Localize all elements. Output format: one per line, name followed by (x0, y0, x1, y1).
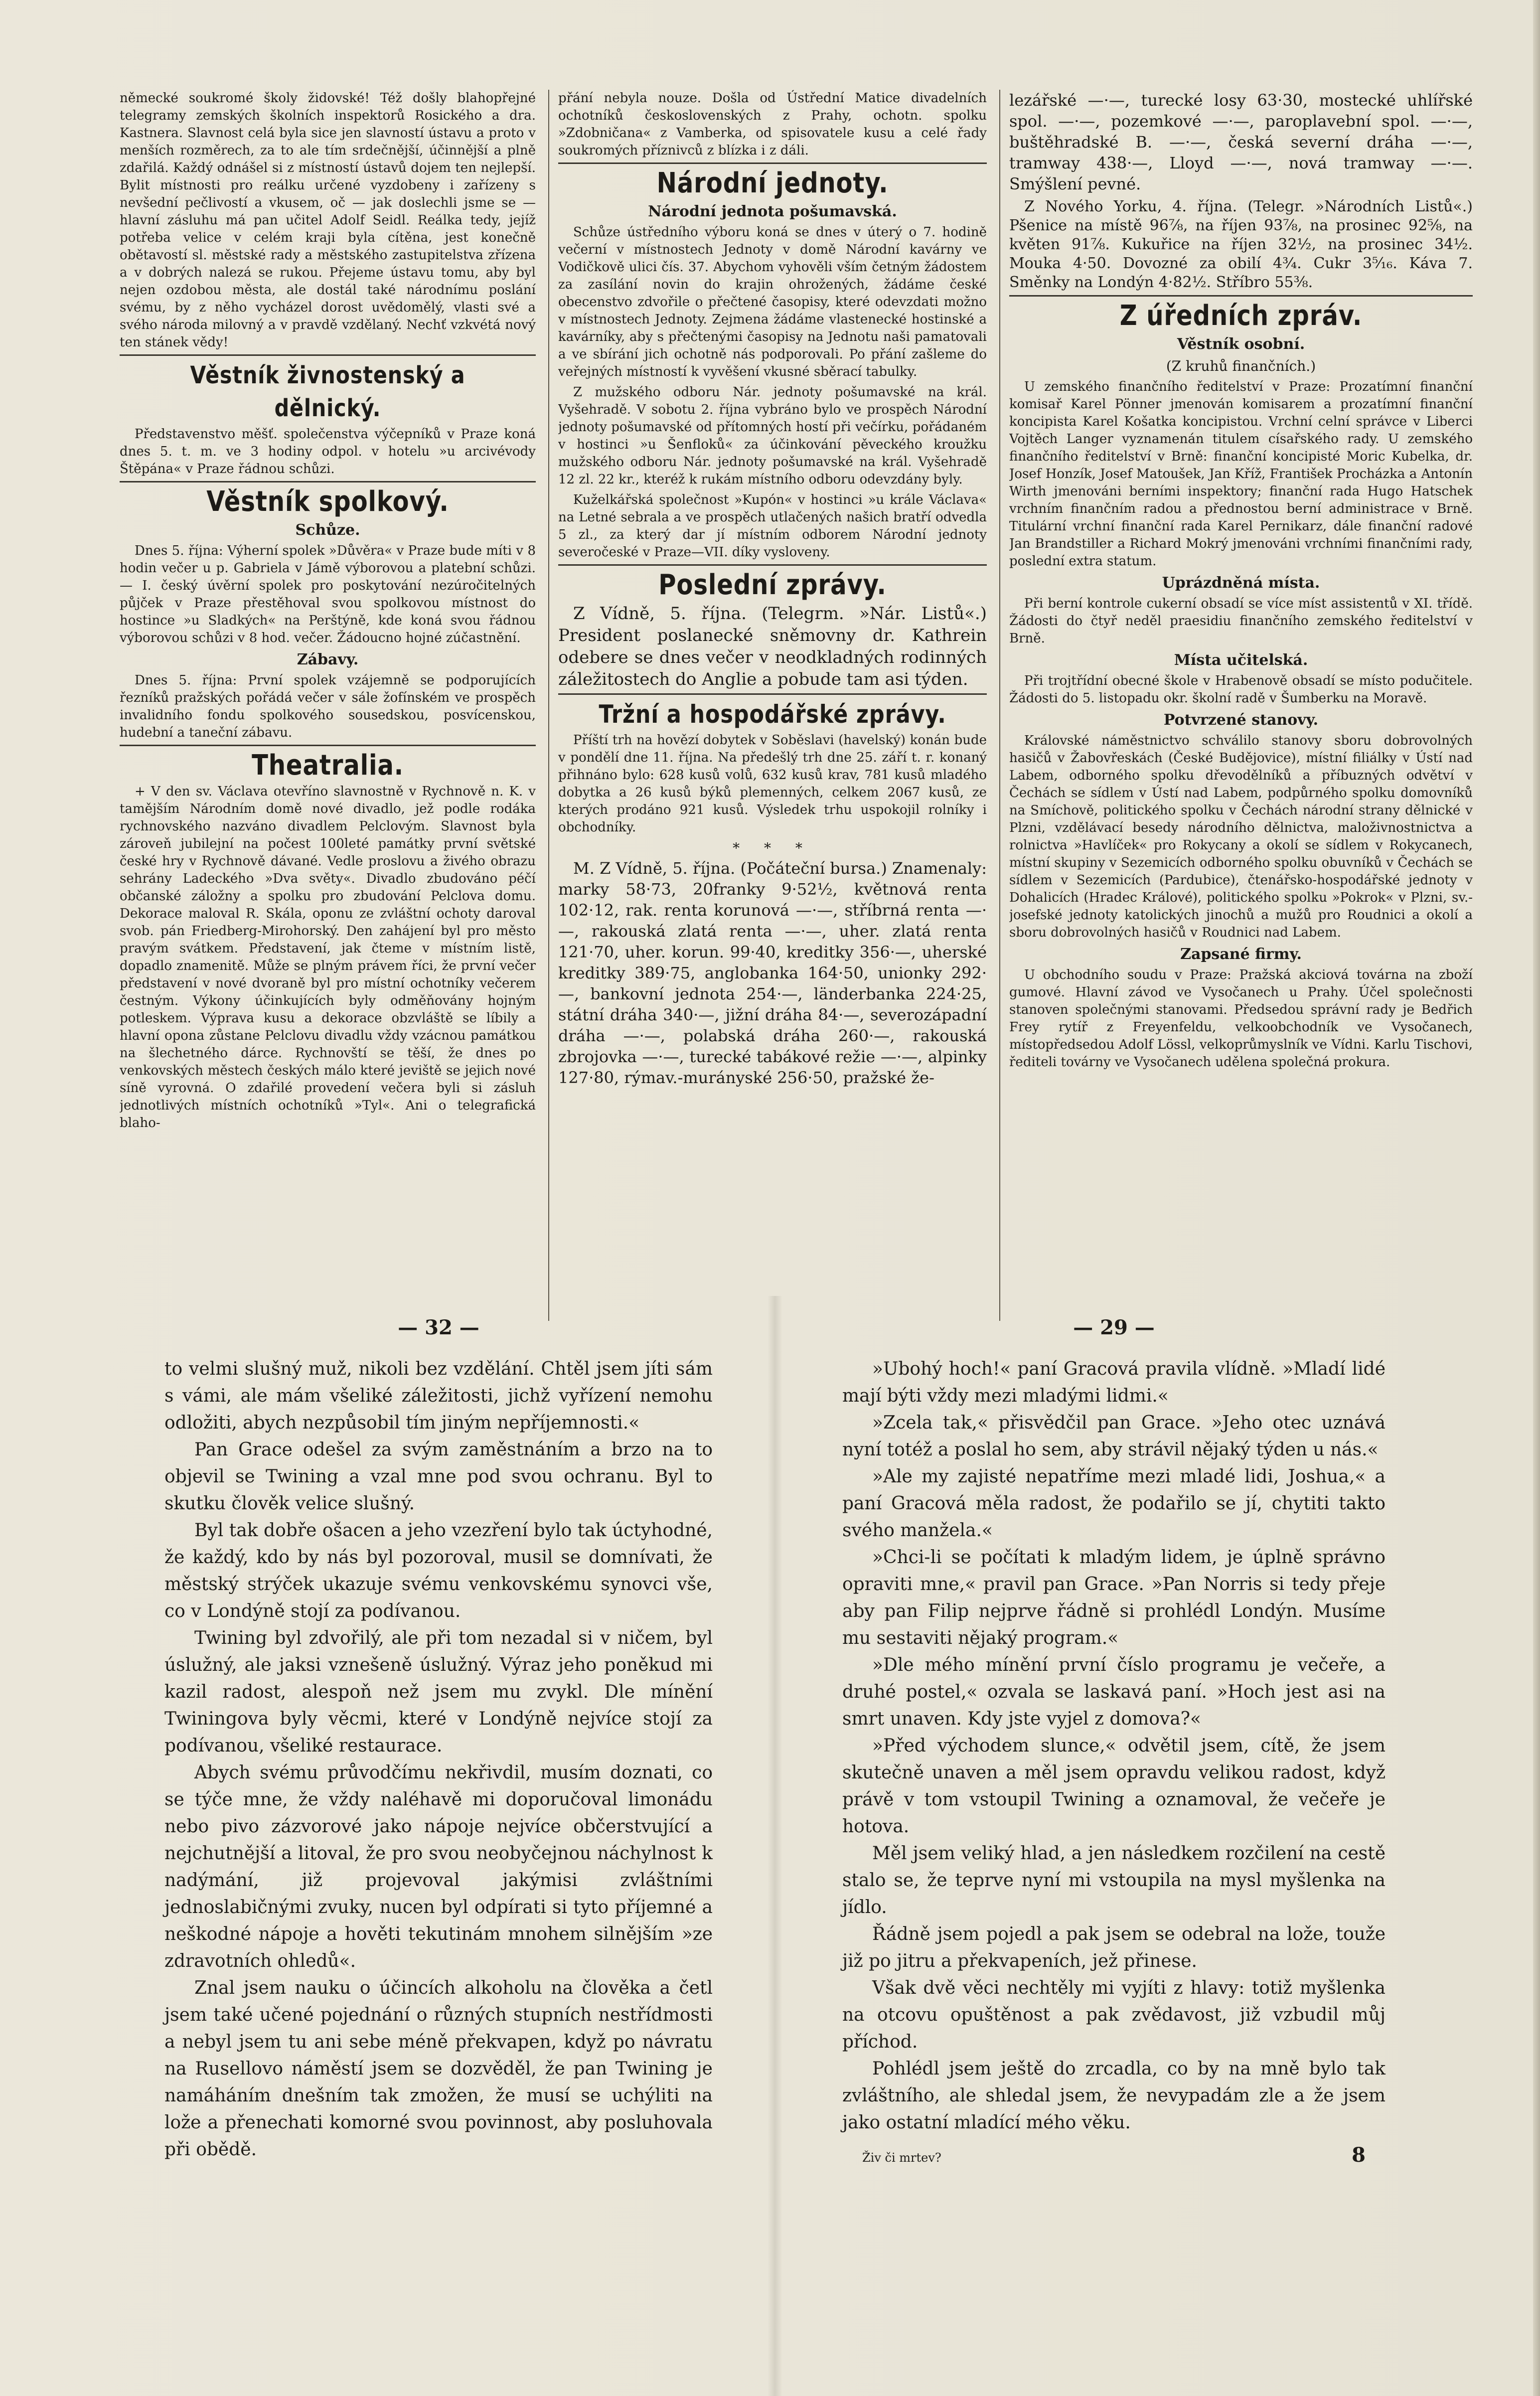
paragraph: Twining byl zdvořilý, ale při tom nezadal si v ničem, byl úslužný, ale jaksi vznešeně úslužný. Výraz jeho poněkud mi kazil radost, alespoň než jsem mu zvykl. Dle mínění Twiningova byly věcmi, které v Londýně nejvíce stojí za podívanou, všeliké restaurace. (164, 1628, 713, 1756)
newspaper-clipping (120, 90, 1485, 1321)
article-text: Při berní kontrole cukerní obsadí se více míst assistentů v XI. třídě. Žádosti do čtyř neděl praesidiu finančního zemského ředitelství v Brně. (1009, 596, 1473, 646)
paragraph: »Ubohý hoch!« paní Gracová pravila vlídně. »Mladí lidé mají býti vždy mezi mladými lidmi.« (842, 1359, 1386, 1406)
article-text: Královské náměstnictvo schválilo stanovy sboru dobrovolných hasičů v Žabovřeskách (České Budějovice), místní filiálky v Ústí nad Labem, odborného spolku dřevodělníků a příbuzných odvětví v Čechách se sídlem v Ústí nad Labem, podpůrného spolku domovníků na Smíchově, politického spolku v Čechách národní strany dělnické v Plzni, vzdělávací besedy národního dělnictva, maloživnostnictva a rolnictva »Havlíček« pro Rokycany a okolí se sídlem v Rokycanech, místní skupiny v Sezemicích odborného spolku obuvníků v Čechách se sídlem v Sezemicích (Pardubice), čtenářsko-hospodářské jednoty v Dohalicích (Hradec Králové), politického spolku »Pokrok« v Plzni, sv.-josefské jednoty katolických jinochů a mužů pro Roudnici a okolí a sboru dobrovolných hasičů v Roudnici nad Labem. (1009, 733, 1473, 940)
book-gutter (768, 1296, 782, 2396)
subheading: Zábavy. (297, 651, 359, 668)
newspaper-column-2 (558, 90, 987, 1321)
paragraph: to velmi slušný muž, nikoli bez vzdělání. Chtěl jsem jíti sám s vámi, ale mám všeliké záležitosti, jichž vyřízení nemohu odložiti, abych nezpůsobil tím jiným nepříjemnosti.« (164, 1359, 713, 1433)
subheading: Potvrzené stanovy. (1163, 711, 1319, 729)
scan-edge (1533, 0, 1540, 2396)
section-rule (558, 693, 987, 695)
article-text: Z mužského odboru Nár. jednoty pošumavské na král. Vyšehradě. V sobotu 2. října vybráno bylo ve prospěch Národní jednoty pošumavské od přítomných hostí při večírku, pořádaném v hostinci »u Šenfloků« za účinkování pěveckého kroužku mužského odboru Nár. jednoty pošumavské na král. Vyšehradě 12 zl. 22 kr., kteréž k rukám místního odboru odevzdány byly. (558, 385, 987, 487)
paragraph: »Chci-li se počítati k mladým lidem, je úplně správno opraviti mne,« pravil pan Grace. »Pan Norris si tedy přeje aby pan Filip nejprve řádně si prohlédl Londýn. Musíme mu sestaviti nějaký program.« (842, 1547, 1386, 1648)
article-text: Příští trh na hovězí dobytek v Soběslavi (havelský) konán bude v pondělí dne 11. října. Na předešlý trh dne 25. září t. r. konaný přihnáno bylo: 628 kusů volů, 632 kusů krav, 781 kusů mladého dobytka a 26 kusů býků plemenných, celkem 2067 kusů, ze kterých prodáno 921 kusů. Výsledek trhu uspokojil rolníky i obchodníky. (558, 733, 987, 835)
footer-signature: Živ či mrtev? (862, 2151, 941, 2165)
book-page-left (164, 1316, 713, 2396)
book-page-right (842, 1316, 1386, 2396)
section-heading: Z úředních zpráv. (1119, 300, 1363, 332)
subheading: Místa učitelská. (1174, 651, 1308, 669)
section-rule (558, 564, 987, 566)
article-text: přání nebyla nouze. Došla od Ústřední Matice divadelních ochotníků československých z Prahy, ochotn. spolku »Zdobničana« z Vamberka, od spisovatele kusu a celé řady soukromých příznivců z blízka i z dáli. (558, 91, 987, 158)
section-heading: Věstník spolkový. (206, 485, 449, 518)
article-text: Dnes 5. října: První spolek vzájemně se podporujících řezníků pražských pořádá večer v sále žofínském ve prospěch invalidního fondu spolkového sousedskou, posvícenskou, hudební a taneční zábavu. (120, 673, 536, 740)
article-text: lezářské —·—, turecké losy 63·30, mostecké uhlířské spol. —·—, pozemkové —·—, paroplavební spol. —·—, buštěhradské B. —·—, česká severní dráha —·—, tramway 438·—, Lloyd —·—, nová tramway —·—. Smýšlení pevné. (1009, 91, 1473, 193)
paragraph: »Dle mého mínění první číslo programu je večeře, a druhé postel,« ozvala se laskavá paní. »Hoch jest asi na smrt unaven. Kdy jste vyjel z domova?« (842, 1655, 1386, 1729)
column-rule (999, 90, 1000, 1321)
article-text: U zemského finančního ředitelství v Praze: Prozatímní finanční komisař Karel Pönner jmenován komisarem a prozatímní finanční koncipista Karel Košatka koncipistou. Vrchní celní správce v Liberci Vojtěch Langer vyznamenán titulem císařského rady. U zemského finančního ředitelství v Brně: finanční koncipisté Moric Kubelka, dr. Josef Honzík, Josef Matoušek, Jan Kříž, František Procházka a Antonín Wirth jmenováni berními inspektory; finanční rada Hugo Hatschek vrchním finančním radou a přednostou berní administrace v Brně. Titulární vrchní finanční rada Karel Pernikarz, dále finanční radové Jan Brandstiller a Richard Mokrý jmenováni vrchními finančními rady, poslední extra statum. (1009, 379, 1473, 569)
paragraph: Byl tak dobře ošacen a jeho vzezření bylo tak úctyhodné, že každý, kdo by nás byl pozoroval, musil se domnívati, že městský strýček ukazuje svému venkovskému synovci vše, co v Londýně stojí za podívanou. (164, 1520, 713, 1621)
section-heading: Poslední zprávy. (658, 569, 887, 601)
section-heading: Národní jednoty. (656, 167, 889, 199)
paragraph: Však dvě věci nechtěly mi vyjíti z hlavy: totiž myšlenka na otcovu opuštěnost a pak zvědavost, již vzbudil můj příchod. (842, 1978, 1386, 2052)
paragraph: Abych svému průvodčímu nekřivdil, musím doznati, co se týče mne, že vždy naléhavě mi doporučoval limonádu nebo pivo zázvorové jako nápoje nejvíce občerstvující a nejchutnější a litoval, že pro svou neobyčejnou náchylnost k nadýmání, již projevoval jakýmisi zvláštními jednoslabičnými zvuky, nucen byl odpírati si tyto příjemné a neškodné nápoje a hověti tekutinám mnohem silnějším »ze zdravotních ohledů«. (164, 1762, 713, 1971)
subheading: Národní jednota pošumavská. (648, 203, 897, 220)
article-text: Kuželkářská společnost »Kupón« v hostinci »u krále Václava« na Letné sebrala a ve prospěch utlačených našich bratří odvedla 5 zl., za který dar jí místním odborem Národní jednoty severočeské v Praze—VII. díky vysloveny. (558, 492, 987, 560)
section-rule (120, 354, 536, 356)
subheading: Schůze. (295, 521, 360, 539)
subheading: (Z kruhů finančních.) (1166, 358, 1316, 374)
subheading: Uprázdněná místa. (1162, 574, 1320, 592)
article-text: Představenstvo měšť. společenstva výčepníků v Praze koná dnes 5. t. m. ve 3 hodiny odpol. v hotelu »u arcivévody Štěpána« v Praze řádnou schůzi. (120, 427, 536, 477)
section-rule (1009, 295, 1473, 297)
article-text: německé soukromé školy židovské! Též došly blahopřejné telegramy zemských školních inspektorů Rosického a dra. Kastnera. Slavnost celá byla sice jen slavností ústavu a proto v menších rozměrech, za to ale tím srdečnější, účinnější a plně zdařilá. Každý odnášel si z místností ústavů dojem ten nejlepší. Bylit místnosti pro reálku určené vyzdobeny i zařízeny s nevšední pečlivostí a vkusem, oč — jak doslechli jsme se — hlavní zásluhu má pan učitel Adolf Seidl. Reálka tedy, jejíž potřeba velice v celém kraji byla cítěna, jest konečně obětavostí sl. městské rady a městského zastupitelstva zřízena a v dobrých nalezá se rukou. Přejeme ústavu tomu, aby byl nejen ozdobou města, ale dostál také národnímu poslání svému, by z něho vycházel dorost uvědomělý, vlasti své a svého národa milovný a v pravdě vzdělaný. Nechť vzkvétá nový ten stánek vědy! (120, 91, 536, 350)
paragraph: Řádně jsem pojedl a pak jsem se odebral na lože, touže již po jitru a překvapeních, jež přinese. (842, 1924, 1386, 1971)
article-text: U obchodního soudu v Praze: Pražská akciová továrna na zboží gumové. Hlavní závod ve Vysočanech u Prahy. Účel společnosti stanoven společnými stanovami. Předsedou správní rady je Bedřich Frey rytíř z Freyenfeldu, velkoobchodník ve Vysočanech, místopředsedou Adolf Lössl, velkoprůmyslník ve Vídni. Karlu Tischovi, řediteli továrny ve Vysočanech udělena společná prokura. (1009, 967, 1473, 1070)
article-text: Schůze ústředního výboru koná se dnes v úterý o 7. hodině večerní v místnostech Jednoty v domě Národní kavárny ve Vodičkově ulici čís. 37. Abychom vyhověli vším četným žádostem za zasílání novin do krajin ohrožených, žádáme české obecenstvo zdvořile o přečtené časopisy, které odevzdati možno v místnostech Jednoty. Zejmena žádáme vlastenecké hostinské a kavárníky, aby s přečtenými časopisy na Jednotu naši pamatovali a ve sbírání jich ochotně nás podporovali. Po přání zašleme do veřejných místností k vyvěšení vkusné sběrací tabulky. (558, 225, 987, 379)
footer-sheet-number: 8 (1352, 2143, 1366, 2167)
article-text: M. Z Vídně, 5. října. (Počáteční bursa.) Znamenaly: marky 58·73, 20franky 9·52½, květnová renta 102·12, rak. renta korunová —·—, stříbrná renta —·—, rakouská zlatá renta —·—, uher. zlatá renta 121·70, uher. korun. 99·40, kreditky 356·—, uherské kreditky 389·75, anglobanka 164·50, unionky 292·—, bankovní jednota 254·—, länderbanka 224·25, státní dráha 340·—, jižní dráha 84·—, severozápadní dráha —·—, polabská dráha 260·—, rakouská zbrojovka —·—, turecké tabákové režie —·—, alpinky 127·80, rýmav.-murányské 256·50, pražské že- (558, 859, 987, 1087)
section-rule (120, 745, 536, 746)
section-rule (120, 481, 536, 482)
subheading: Zapsané firmy. (1180, 946, 1302, 963)
separator-stars: * * * (733, 840, 812, 856)
paragraph: »Ale my zajisté nepatříme mezi mladé lidi, Joshua,« a paní Gracová měla radost, že podařilo se jí, chytiti takto svého manžela.« (842, 1466, 1386, 1541)
page-number: — 32 — (398, 1316, 479, 1339)
page-body (842, 1356, 1386, 2136)
section-rule (558, 162, 987, 164)
article-text: + V den sv. Václava otevříno slavnostně v Rychnově n. K. v tamějším Národním domě nové divadlo, jež podle rodáka rychnovského nazváno divadlem Pelclovým. Slavnost byla zároveň jubilejní na počest 100leté památky první světské české hry v Rychnově dávané. Vedle proslovu a živého obrazu sehrány Ladeckého »Dva světy«. Divadlo zbudováno péčí občanské záložny a spolku pro zbudování Pelclova domu. Dekorace maloval R. Skála, oponu ze zvláštní ochoty daroval svob. pán Friedberg-Mirohorský. Den zahájení byl pro město pravým svátkem. Představení, jak čteme v místním listě, dopadlo znamenitě. Může se plným právem říci, že první večer představení v nové dvoraně byl pro místní ochotníky večerem čestným. Výkony účinkujících byly odměňovány hojným potleskem. Výprava kusu a dekorace obzvláště se líbily a hlavní opona zůstane Pelclovu divadlu vždy vzácnou památkou na šlechetného dárce. Rychnovští se těší, že dnes po venkovských městech českých málo které jeviště se jejich nové síně vyrovná. O zdařilé provedení večera byli si zásluh jednotlivých místních ochotníků »Tyl«. Ani o telegrafická blaho- (120, 784, 536, 1130)
subheading: Věstník osobní. (1177, 335, 1305, 353)
article-text: Z Nového Yorku, 4. října. (Telegr. »Národních Listů«.) Pšenice na místě 96⅞, na říjen 93⅞, na prosinec 92⅝, na květen 91⅞. Kukuřice na říjen 32½, na prosinec 34½. Mouka 4·50. Dovozné za obilí 4¾. Cukr 3⁵⁄₁₆. Káva 7. Směnky na Londýn 4·82½. Stříbro 55⅜. (1009, 198, 1473, 291)
section-heading: Theatralia. (252, 749, 404, 782)
article-text: Dnes 5. října: Výherní spolek »Důvěra« v Praze bude míti v 8 hodin večer u p. Gabriela v Jámě výborovou a platební schůzi. — I. český úvěrní spolek pro poskytování nezúročitelných půjček v Praze přestěhoval svou spolkovou místnost do hostince »u Sladkých« na Perštýně, kde koná svou řádnou výborovou schůzi v 8 hod. večer. Žádoucno hojné zúčastnění. (120, 543, 536, 645)
newspaper-column-1 (120, 90, 536, 1321)
paragraph: Pohlédl jsem ještě do zrcadla, co by na mně bylo tak zvláštního, ale shledal jsem, že nevypadám zle a že jsem jako ostatní mladící mého věku. (842, 2059, 1386, 2133)
section-heading: Tržní a hospodářské zprávy. (599, 700, 946, 729)
paragraph: Měl jsem veliký hlad, a jen následkem rozčilení na cestě stalo se, že teprve nyní mi vstoupila na mysl myšlenka na jídlo. (842, 1843, 1386, 1917)
section-heading: Věstník živnostenský a dělnický. (190, 361, 465, 422)
column-rule (548, 90, 549, 1321)
paragraph: »Před východem slunce,« odvětil jsem, cítě, že jsem skutečně unaven a měl jsem opravdu velikou radost, když právě v tom vstoupil Twining a oznamoval, že večeře je hotova. (842, 1736, 1386, 1837)
article-text: Při trojtřídní obecné škole v Hrabenově obsadí se místo podučitele. Žádosti do 5. listopadu okr. školní radě v Šumberku na Moravě. (1009, 673, 1473, 706)
page-footer (862, 2143, 1366, 2167)
newspaper-column-3 (1009, 90, 1473, 1321)
paragraph: Pan Grace odešel za svým zaměstnáním a brzo na to objevil se Twining a vzal mne pod svou ochranu. Byl to skutku člověk velice slušný. (164, 1439, 713, 1514)
article-text: Z Vídně, 5. října. (Telegrm. »Nár. Listů«.) President poslanecké sněmovny dr. Kathrein odebere se dnes večer v neodkladných rodinných záležitostech do Anglie a pobude tam asi týden. (558, 604, 987, 689)
paragraph: »Zcela tak,« přisvědčil pan Grace. »Jeho otec uznává nyní totéž a poslal ho sem, aby strávil nějaký týden u nás.« (842, 1413, 1386, 1460)
page-number: — 29 — (1073, 1316, 1155, 1339)
page-body (164, 1356, 713, 2163)
paragraph: Znal jsem nauku o účincích alkoholu na člověka a četl jsem také učené pojednání o různých stupních nestřídmosti a nebyl jsem tu ani sebe méně překvapen, když po návratu na Rusellovo náměstí jsem se dozvěděl, že pan Twining je namáháním dnešním tak zmožen, že musí se uchýliti na lože a přenechati komorné svou povinnost, aby posluhovala při obědě. (164, 1978, 713, 2160)
